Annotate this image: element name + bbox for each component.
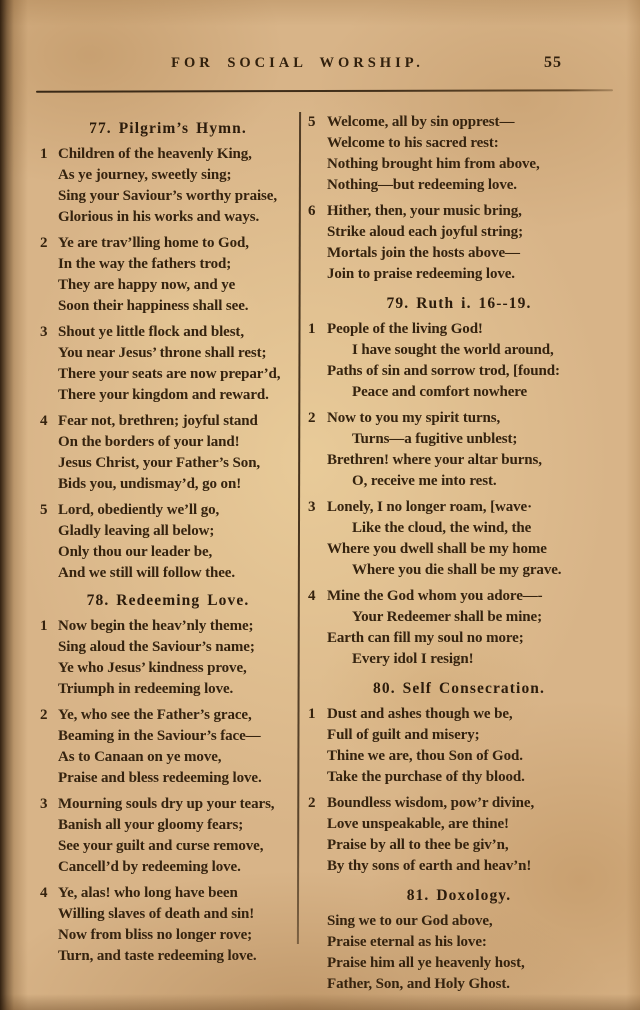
- verse-line: Lonely, I no longer roam, [wave·: [327, 499, 532, 515]
- verse-line: Strike aloud each joyful string;: [327, 224, 523, 240]
- verse-line: O, receive me into rest.: [352, 473, 497, 489]
- verse-line: Love unspeakable, are thine!: [327, 816, 509, 832]
- verse-number: 4: [40, 413, 48, 429]
- hymn-title: 78. Redeeming Love.: [86, 592, 250, 609]
- verse-number: 3: [308, 499, 316, 515]
- header-rule: [36, 89, 613, 93]
- verse-number: 2: [40, 235, 48, 251]
- verse-line: Full of guilt and misery;: [327, 727, 480, 743]
- hymn-verse: [40, 883, 296, 967]
- verse-line: Now from bliss no longer rove;: [58, 927, 253, 943]
- verse-line: Welcome, all by sin opprest—: [327, 114, 515, 130]
- verse-line: On the borders of your land!: [58, 434, 240, 450]
- verse-line: Hither, then, your music bring,: [327, 203, 522, 219]
- verse-line: Ye who Jesus’ kindness prove,: [58, 660, 247, 676]
- verse-line: Nothing—but redeeming love.: [327, 177, 517, 193]
- right-column: [306, 112, 612, 1000]
- verse-line: Nothing brought him from above,: [327, 156, 540, 172]
- verse-line: Boundless wisdom, pow’r divine,: [327, 795, 535, 811]
- verse-line: Praise and bless redeeming love.: [58, 770, 262, 786]
- verse-line: Take the purchase of thy blood.: [327, 769, 525, 785]
- running-header: FOR SOCIAL WORSHIP.: [171, 55, 424, 71]
- left-column: [40, 112, 296, 972]
- hymn-verse: [40, 411, 296, 495]
- verse-number: 5: [308, 114, 316, 130]
- hymn-verse: [306, 793, 612, 877]
- verse-line: Ye are trav’lling home to God,: [58, 235, 249, 251]
- hymn-verse: [306, 704, 612, 788]
- verse-line: Praise him all ye heavenly host,: [327, 955, 525, 971]
- verse-line: Lord, obediently we’ll go,: [58, 502, 220, 518]
- verse-line: Glorious in his works and ways.: [58, 209, 260, 225]
- verse-number: 1: [308, 706, 316, 722]
- verse-line: See your guilt and curse remove,: [58, 838, 264, 854]
- verse-line: Ye, who see the Father’s grace,: [58, 707, 252, 723]
- column-divider: [297, 112, 301, 944]
- verse-line: I have sought the world around,: [352, 342, 554, 358]
- hymn-verse: [306, 497, 612, 581]
- hymn-title: 77. Pilgrim’s Hymn.: [89, 120, 247, 137]
- page-number: 55: [544, 54, 562, 71]
- verse-line: Triumph in redeeming love.: [58, 681, 234, 697]
- verse-line: Shout ye little flock and blest,: [58, 324, 244, 340]
- hymn-verse: [306, 911, 612, 995]
- verse-number: 3: [40, 796, 48, 812]
- verse-number: 2: [40, 707, 48, 723]
- verse-line: Paths of sin and sorrow trod, [found:: [327, 363, 560, 379]
- hymn-verse: [306, 201, 612, 285]
- verse-line: Ye, alas! who long have been: [58, 885, 238, 901]
- verse-line: Earth can fill my soul no more;: [327, 630, 524, 646]
- hymn-verse: [40, 794, 296, 878]
- hymn-title: 81. Doxology.: [406, 887, 512, 904]
- verse-line: You near Jesus’ throne shall rest;: [58, 345, 267, 361]
- hymn-verse: [306, 586, 612, 670]
- verse-number: 1: [40, 146, 48, 162]
- verse-line: And we still will follow thee.: [58, 565, 235, 581]
- verse-line: Join to praise redeeming love.: [327, 266, 515, 282]
- verse-line: Only thou our leader be,: [58, 544, 213, 560]
- verse-number: 3: [40, 324, 48, 340]
- verse-line: In the way the fathers trod;: [58, 256, 232, 272]
- verse-line: Father, Son, and Holy Ghost.: [327, 976, 510, 992]
- verse-line: Mine the God whom you adore—-: [327, 588, 543, 604]
- hymn-verse: [40, 616, 296, 700]
- verse-number: 4: [308, 588, 316, 604]
- hymn-verse: [40, 322, 296, 406]
- verse-line: Now begin the heav’nly theme;: [58, 618, 254, 634]
- verse-line: Your Redeemer shall be mine;: [352, 609, 542, 625]
- hymn-verse: [40, 144, 296, 228]
- verse-line: People of the living God!: [327, 321, 483, 337]
- verse-line: Praise eternal as his love:: [327, 934, 487, 950]
- hymn-verse: [40, 500, 296, 584]
- verse-line: Brethren! where your altar burns,: [327, 452, 542, 468]
- verse-number: 6: [308, 203, 316, 219]
- verse-line: Beaming in the Saviour’s face—: [58, 728, 261, 744]
- hymn-title: 79. Ruth i. 16--19.: [386, 295, 532, 312]
- verse-line: Fear not, brethren; joyful stand: [58, 413, 258, 429]
- verse-line: Every idol I resign!: [352, 651, 474, 667]
- verse-line: Banish all your gloomy fears;: [58, 817, 244, 833]
- verse-line: Thine we are, thou Son of God.: [327, 748, 523, 764]
- verse-number: 2: [308, 410, 316, 426]
- verse-line: Where you die shall be my grave.: [352, 562, 562, 578]
- verse-line: Where you dwell shall be my home: [327, 541, 547, 557]
- hymn-verse: [306, 408, 612, 492]
- verse-line: Mortals join the hosts above—: [327, 245, 520, 261]
- verse-line: Jesus Christ, your Father’s Son,: [58, 455, 261, 471]
- hymn-verse: [306, 112, 612, 196]
- verse-line: Turn, and taste redeeming love.: [58, 948, 257, 964]
- verse-line: Now to you my spirit turns,: [327, 410, 501, 426]
- hymn-verse: [306, 319, 612, 403]
- verse-line: Cancell’d by redeeming love.: [58, 859, 241, 875]
- verse-line: They are happy now, and ye: [58, 277, 236, 293]
- verse-line: Gladly leaving all below;: [58, 523, 215, 539]
- verse-line: There your kingdom and reward.: [58, 387, 269, 403]
- verse-line: Praise by all to thee be giv’n,: [327, 837, 509, 853]
- hymn-verse: [40, 705, 296, 789]
- verse-line: Mourning souls dry up your tears,: [58, 796, 275, 812]
- verse-line: Bids you, undismay’d, go on!: [58, 476, 242, 492]
- verse-line: Soon their happiness shall see.: [58, 298, 249, 314]
- verse-number: 1: [40, 618, 48, 634]
- verse-line: Welcome to his sacred rest:: [327, 135, 499, 151]
- verse-line: Sing your Saviour’s worthy praise,: [58, 188, 277, 204]
- verse-number: 5: [40, 502, 48, 518]
- verse-number: 4: [40, 885, 48, 901]
- verse-line: By thy sons of earth and heav’n!: [327, 858, 532, 874]
- verse-line: Like the cloud, the wind, the: [352, 520, 532, 536]
- verse-line: Dust and ashes though we be,: [327, 706, 513, 722]
- verse-line: Peace and comfort nowhere: [352, 384, 528, 400]
- hymn-title: 80. Self Consecration.: [373, 680, 545, 697]
- hymn-verse: [40, 233, 296, 317]
- verse-line: Turns—a fugitive unblest;: [352, 431, 518, 447]
- verse-line: There your seats are now prepar’d,: [58, 366, 281, 382]
- verse-number: 2: [308, 795, 316, 811]
- verse-line: As to Canaan on ye move,: [58, 749, 222, 765]
- verse-line: As ye journey, sweetly sing;: [58, 167, 232, 183]
- verse-line: Sing aloud the Saviour’s name;: [58, 639, 255, 655]
- verse-number: 1: [308, 321, 316, 337]
- verse-line: Children of the heavenly King,: [58, 146, 252, 162]
- verse-line: Sing we to our God above,: [327, 913, 493, 929]
- verse-line: Willing slaves of death and sin!: [58, 906, 255, 922]
